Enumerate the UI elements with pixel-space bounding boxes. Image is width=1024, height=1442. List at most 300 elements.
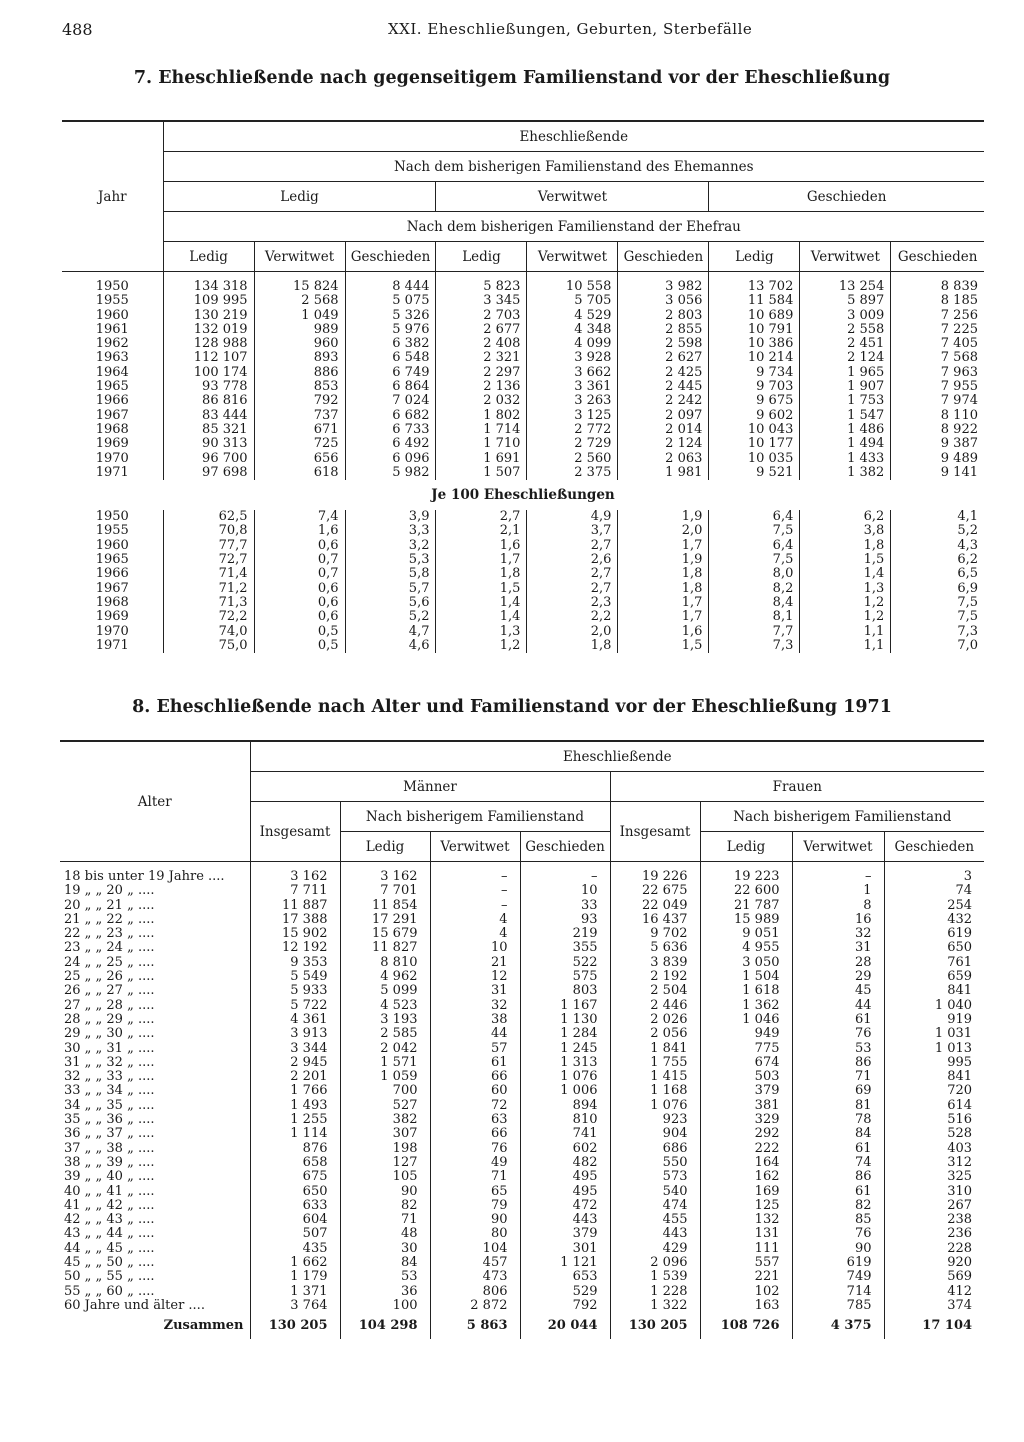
table-cell: 10 043 — [709, 423, 800, 437]
row-label: 34 „ „ 35 „ .... — [64, 1098, 155, 1113]
row-label: 1967 — [95, 581, 129, 596]
table-cell: 60 — [430, 1084, 520, 1098]
row-label: 60 Jahre und älter .... — [64, 1298, 205, 1313]
table-cell: 8 839 — [891, 280, 984, 294]
table-cell: 221 — [700, 1270, 792, 1284]
table-cell: 125 — [700, 1199, 792, 1213]
table-cell: 11 584 — [709, 294, 800, 308]
table-cell: 495 — [520, 1185, 610, 1199]
row-label: 1955 — [95, 294, 129, 309]
table-cell: 4 955 — [700, 941, 792, 955]
table-cell: 2,7 — [527, 539, 618, 553]
table-cell: 44 — [792, 999, 884, 1013]
table-cell: 6,2 — [800, 510, 891, 524]
table-cell: 8 922 — [891, 423, 984, 437]
table-cell: 7,5 — [709, 553, 800, 567]
table-cell: 1 040 — [884, 999, 984, 1013]
table-cell: 1 121 — [520, 1256, 610, 1270]
table-row — [62, 423, 984, 437]
table-cell: 78 — [792, 1113, 884, 1127]
table-cell: 886 — [254, 366, 345, 380]
row-label: 36 „ „ 37 „ .... — [64, 1127, 155, 1142]
table-row — [62, 437, 984, 451]
table-cell: 3,7 — [527, 524, 618, 538]
table-cell: 90 — [792, 1242, 884, 1256]
table-cell: 923 — [610, 1113, 700, 1127]
row-label: 26 „ „ 27 „ .... — [64, 984, 155, 999]
table-cell: 443 — [520, 1213, 610, 1227]
table-cell: 1 167 — [520, 999, 610, 1013]
table-cell: 3 125 — [527, 409, 618, 423]
table-cell: 7,5 — [709, 524, 800, 538]
row-label: 1960 — [95, 308, 129, 323]
table-cell: 96 700 — [163, 452, 254, 466]
table-cell: 2 297 — [436, 366, 527, 380]
t7-col-header: Ledig — [163, 242, 254, 272]
table-cell: 7,7 — [709, 625, 800, 639]
row-label: 24 „ „ 25 „ .... — [64, 955, 155, 970]
table-cell: 329 — [700, 1113, 792, 1127]
row-label: 35 „ „ 36 „ .... — [64, 1113, 155, 1128]
table-cell: 4 361 — [250, 1013, 340, 1027]
table-cell: 2 136 — [436, 380, 527, 394]
table-cell: 2,6 — [527, 553, 618, 567]
table-cell: 7 568 — [891, 351, 984, 365]
table-cell: 5 636 — [610, 941, 700, 955]
table-cell: 1 168 — [610, 1084, 700, 1098]
table-cell: 100 174 — [163, 366, 254, 380]
total-cell: 20 044 — [520, 1313, 610, 1339]
table-row — [62, 294, 984, 308]
table-cell: 455 — [610, 1213, 700, 1227]
table-cell: 473 — [430, 1270, 520, 1284]
t7-col-header: Ledig — [436, 242, 527, 272]
table-cell: 671 — [254, 423, 345, 437]
table-cell: 15 989 — [700, 913, 792, 927]
table-row — [60, 870, 984, 884]
table-cell: 8 444 — [345, 280, 436, 294]
table-cell: 45 — [792, 984, 884, 998]
table-row — [60, 927, 984, 941]
table-cell: 71,2 — [163, 582, 254, 596]
table7 — [62, 120, 984, 653]
t8-top-header: Eheschließende — [250, 741, 984, 772]
table-cell: 2 729 — [527, 437, 618, 451]
table-cell: 2 945 — [250, 1056, 340, 1070]
table-row — [60, 1185, 984, 1199]
row-label: 30 „ „ 31 „ .... — [64, 1041, 155, 1056]
table-cell: 86 — [792, 1170, 884, 1184]
table-cell: 76 — [430, 1142, 520, 1156]
table-cell: 1 547 — [800, 409, 891, 423]
table-cell: 9 702 — [610, 927, 700, 941]
table-cell: 5,2 — [891, 524, 984, 538]
table-cell: 741 — [520, 1127, 610, 1141]
table-cell: 1 662 — [250, 1256, 340, 1270]
row-label: 18 bis unter 19 Jahre .... — [64, 870, 225, 884]
row-label: 1969 — [95, 437, 129, 452]
row-label: 21 „ „ 22 „ .... — [64, 912, 155, 927]
table-cell: 1,8 — [527, 639, 618, 653]
table-cell: 6 548 — [345, 351, 436, 365]
table-cell: 1 415 — [610, 1070, 700, 1084]
table-cell: 9 051 — [700, 927, 792, 941]
table-cell: 522 — [520, 956, 610, 970]
t8-col-header: Verwitwet — [792, 832, 884, 862]
year-header: Jahr — [62, 121, 163, 272]
table-cell: 1 507 — [436, 466, 527, 480]
table-cell: 2 375 — [527, 466, 618, 480]
table-cell: 650 — [884, 941, 984, 955]
table-cell: 4 — [430, 913, 520, 927]
t8-col-header: Geschieden — [884, 832, 984, 862]
table-cell: 894 — [520, 1099, 610, 1113]
table-row — [62, 466, 984, 480]
t7-top-header: Eheschließende — [163, 121, 984, 152]
table-cell: 1 031 — [884, 1027, 984, 1041]
table-cell: 16 — [792, 913, 884, 927]
table-cell: 619 — [792, 1256, 884, 1270]
table-cell: 4 — [430, 927, 520, 941]
table-cell: 1 691 — [436, 452, 527, 466]
table-cell: 2 872 — [430, 1299, 520, 1313]
table-cell: 633 — [250, 1199, 340, 1213]
table-cell: 516 — [884, 1113, 984, 1127]
table-cell: 792 — [520, 1299, 610, 1313]
table-cell: 10 214 — [709, 351, 800, 365]
table-cell: 403 — [884, 1142, 984, 1156]
table-cell: 3 056 — [618, 294, 709, 308]
table-cell: 219 — [520, 927, 610, 941]
table-cell: 12 192 — [250, 941, 340, 955]
row-label: 41 „ „ 42 „ .... — [64, 1198, 155, 1213]
row-label: 1960 — [95, 538, 129, 553]
table-cell: 163 — [700, 1299, 792, 1313]
table-cell: 3 050 — [700, 956, 792, 970]
t8-col-header: Geschieden — [520, 832, 610, 862]
table-cell: 111 — [700, 1242, 792, 1256]
table-row — [62, 366, 984, 380]
table-row — [60, 1270, 984, 1284]
table-row — [60, 1242, 984, 1256]
table-cell: 1,1 — [800, 639, 891, 653]
table-cell: 1 710 — [436, 437, 527, 451]
total-cell: 4 375 — [792, 1313, 884, 1339]
table-cell: 21 — [430, 956, 520, 970]
table-cell: 8,0 — [709, 567, 800, 581]
table-cell: 920 — [884, 1256, 984, 1270]
table-row — [60, 1113, 984, 1127]
table-cell: 482 — [520, 1156, 610, 1170]
t7-husband-header: Nach dem bisherigen Familienstand des Ehemannes — [163, 152, 984, 182]
table-cell: 102 — [700, 1285, 792, 1299]
table-cell: 325 — [884, 1170, 984, 1184]
table-cell: 8,1 — [709, 610, 800, 624]
table-cell: – — [430, 884, 520, 898]
row-label: 25 „ „ 26 „ .... — [64, 970, 155, 985]
table-cell: 3 662 — [527, 366, 618, 380]
table-cell: 893 — [254, 351, 345, 365]
table-cell: 379 — [700, 1084, 792, 1098]
table-cell: 83 444 — [163, 409, 254, 423]
table-cell: 2 598 — [618, 337, 709, 351]
table-cell: 7 024 — [345, 394, 436, 408]
table-cell: 19 223 — [700, 870, 792, 884]
total-cell: 5 863 — [430, 1313, 520, 1339]
table-cell: 4 099 — [527, 337, 618, 351]
running-title: XXI. Eheschließungen, Geburten, Sterbefälle — [388, 20, 753, 38]
table-cell: 90 — [340, 1185, 430, 1199]
table-cell: 10 177 — [709, 437, 800, 451]
table-cell: 71 — [340, 1213, 430, 1227]
table-cell: 653 — [520, 1270, 610, 1284]
table-cell: 2,7 — [436, 510, 527, 524]
table-cell: 6,4 — [709, 510, 800, 524]
table-cell: 1 228 — [610, 1285, 700, 1299]
table-cell: 725 — [254, 437, 345, 451]
table-row — [60, 1142, 984, 1156]
table-row — [62, 380, 984, 394]
total-cell: 104 298 — [340, 1313, 430, 1339]
table-cell: 72,2 — [163, 610, 254, 624]
row-label: 1950 — [95, 280, 129, 294]
table-cell: 1 493 — [250, 1099, 340, 1113]
table-cell: 1,8 — [618, 582, 709, 596]
table-cell: 109 995 — [163, 294, 254, 308]
table-cell: 841 — [884, 1070, 984, 1084]
table-cell: 6 096 — [345, 452, 436, 466]
women-status-header: Nach bisherigem Familienstand — [700, 802, 984, 832]
table-cell: 2 627 — [618, 351, 709, 365]
row-label: 1971 — [95, 638, 129, 653]
table-cell: 11 854 — [340, 899, 430, 913]
table-cell: 675 — [250, 1170, 340, 1184]
table-cell: 656 — [254, 452, 345, 466]
table-cell: 919 — [884, 1013, 984, 1027]
table-cell: 1 255 — [250, 1113, 340, 1127]
table-cell: 32 — [792, 927, 884, 941]
table-cell: 85 321 — [163, 423, 254, 437]
table-cell: 503 — [700, 1070, 792, 1084]
table-cell: 382 — [340, 1113, 430, 1127]
table-row — [62, 539, 984, 553]
table-cell: 238 — [884, 1213, 984, 1227]
table-cell: 569 — [884, 1270, 984, 1284]
table-cell: 949 — [700, 1027, 792, 1041]
total-cell: 108 726 — [700, 1313, 792, 1339]
row-label: 1971 — [95, 465, 129, 480]
table-cell: 93 — [520, 913, 610, 927]
table-row — [60, 941, 984, 955]
table-cell: 2,3 — [527, 596, 618, 610]
table-cell: 507 — [250, 1227, 340, 1241]
table-cell: 1 284 — [520, 1027, 610, 1041]
table-row — [60, 1299, 984, 1313]
table-cell: 1 802 — [436, 409, 527, 423]
t7-col-header: Verwitwet — [527, 242, 618, 272]
table-cell: 5,2 — [345, 610, 436, 624]
table-cell: 12 — [430, 970, 520, 984]
total-cell: 130 205 — [250, 1313, 340, 1339]
table-cell: 2 063 — [618, 452, 709, 466]
table-cell: 3 913 — [250, 1027, 340, 1041]
table-cell: 63 — [430, 1113, 520, 1127]
table-cell: 2 242 — [618, 394, 709, 408]
table-row — [62, 337, 984, 351]
t7-subheading: Je 100 Eheschließungen — [431, 487, 615, 504]
table-cell: 0,5 — [254, 639, 345, 653]
table-cell: 2 855 — [618, 323, 709, 337]
table-cell: 228 — [884, 1242, 984, 1256]
row-label: 43 „ „ 44 „ .... — [64, 1227, 155, 1242]
row-label: 1955 — [95, 524, 129, 539]
table-cell: 22 600 — [700, 884, 792, 898]
table-cell: 2,0 — [618, 524, 709, 538]
table-cell: 22 049 — [610, 899, 700, 913]
table-cell: 15 902 — [250, 927, 340, 941]
table-cell: 1,2 — [800, 610, 891, 624]
table-cell: 3,8 — [800, 524, 891, 538]
row-label: 37 „ „ 38 „ .... — [64, 1141, 155, 1156]
table-cell: 7 256 — [891, 309, 984, 323]
table-cell: 2,1 — [436, 524, 527, 538]
table-cell: 1,6 — [618, 625, 709, 639]
table-cell: 3,3 — [345, 524, 436, 538]
table-cell: 10 386 — [709, 337, 800, 351]
t7-col-header: Geschieden — [345, 242, 436, 272]
row-label: 1963 — [95, 351, 129, 366]
table-cell: 312 — [884, 1156, 984, 1170]
table-cell: 904 — [610, 1127, 700, 1141]
table-cell: 5 933 — [250, 984, 340, 998]
table-cell: 9 675 — [709, 394, 800, 408]
table-cell: 3 345 — [436, 294, 527, 308]
table-cell: 1 382 — [800, 466, 891, 480]
table-cell: 1,7 — [436, 553, 527, 567]
row-label: 1968 — [95, 595, 129, 610]
table-cell: 5 326 — [345, 309, 436, 323]
table-cell: 5 075 — [345, 294, 436, 308]
table-cell: 61 — [792, 1013, 884, 1027]
table-cell: 1 130 — [520, 1013, 610, 1027]
table-cell: 1 049 — [254, 309, 345, 323]
table-cell: 2 042 — [340, 1042, 430, 1056]
table-cell: 15 679 — [340, 927, 430, 941]
total-cell: 17 104 — [884, 1313, 984, 1339]
table-cell: 374 — [884, 1299, 984, 1313]
table-cell: 112 107 — [163, 351, 254, 365]
table-cell: 7 955 — [891, 380, 984, 394]
t8-col-header: Ledig — [700, 832, 792, 862]
table-cell: 960 — [254, 337, 345, 351]
table-row — [60, 1056, 984, 1070]
table-cell: 10 035 — [709, 452, 800, 466]
table-cell: 529 — [520, 1285, 610, 1299]
table-cell: 2 585 — [340, 1027, 430, 1041]
table-cell: 62,5 — [163, 510, 254, 524]
table-cell: 604 — [250, 1213, 340, 1227]
table-cell: 1,8 — [800, 539, 891, 553]
row-label: 1965 — [95, 380, 129, 395]
table-cell: 82 — [792, 1199, 884, 1213]
table-cell: 4 348 — [527, 323, 618, 337]
table-cell: 2 014 — [618, 423, 709, 437]
table-cell: 0,6 — [254, 539, 345, 553]
table-cell: 1,2 — [800, 596, 891, 610]
table-cell: 435 — [250, 1242, 340, 1256]
table-cell: 9 703 — [709, 380, 800, 394]
table-cell: 44 — [430, 1027, 520, 1041]
row-label: 1969 — [95, 610, 129, 625]
table-row — [60, 1227, 984, 1241]
table-cell: 1,3 — [800, 582, 891, 596]
table-cell: 32 — [430, 999, 520, 1013]
table-cell: 995 — [884, 1056, 984, 1070]
t7-col-header: Geschieden — [891, 242, 984, 272]
table-cell: 1,7 — [618, 610, 709, 624]
table-cell: 8 110 — [891, 409, 984, 423]
table-cell: 71 — [792, 1070, 884, 1084]
table-row — [60, 956, 984, 970]
table-cell: 4,6 — [345, 639, 436, 653]
table-cell: 443 — [610, 1227, 700, 1241]
table-cell: 1 313 — [520, 1056, 610, 1070]
table-cell: 2 097 — [618, 409, 709, 423]
table-cell: 550 — [610, 1156, 700, 1170]
table-cell: 3 162 — [340, 870, 430, 884]
men-header: Männer — [250, 772, 610, 802]
table-cell: 3 764 — [250, 1299, 340, 1313]
table-cell: 650 — [250, 1185, 340, 1199]
table-cell: 30 — [340, 1242, 430, 1256]
table-cell: 575 — [520, 970, 610, 984]
table-cell: 806 — [430, 1285, 520, 1299]
table-cell: 2 703 — [436, 309, 527, 323]
table-cell: 381 — [700, 1099, 792, 1113]
table-cell: 1 766 — [250, 1084, 340, 1098]
table-cell: 1 539 — [610, 1270, 700, 1284]
table-cell: 310 — [884, 1185, 984, 1199]
table-row — [60, 1013, 984, 1027]
table-row — [60, 1256, 984, 1270]
table-cell: 700 — [340, 1084, 430, 1098]
table-cell: 2 096 — [610, 1256, 700, 1270]
row-label: 1964 — [95, 365, 129, 380]
table-cell: 527 — [340, 1099, 430, 1113]
table-cell: 0,6 — [254, 610, 345, 624]
table-cell: 5 897 — [800, 294, 891, 308]
row-label: 44 „ „ 45 „ .... — [64, 1241, 155, 1256]
table-cell: 686 — [610, 1142, 700, 1156]
table-cell: 785 — [792, 1299, 884, 1313]
table-cell: 1,9 — [618, 510, 709, 524]
table-cell: 7 711 — [250, 884, 340, 898]
row-label: 22 „ „ 23 „ .... — [64, 927, 155, 942]
table-cell: 31 — [430, 984, 520, 998]
table-cell: 1 076 — [610, 1099, 700, 1113]
table-cell: 10 — [520, 884, 610, 898]
table-cell: 57 — [430, 1042, 520, 1056]
table-cell: 307 — [340, 1127, 430, 1141]
table-cell: 292 — [700, 1127, 792, 1141]
table-cell: 2 321 — [436, 351, 527, 365]
table-cell: 5 549 — [250, 970, 340, 984]
table-cell: 1 433 — [800, 452, 891, 466]
t7-group-verwitwet: Verwitwet — [436, 182, 709, 212]
table-cell: 659 — [884, 970, 984, 984]
table-cell: 3 162 — [250, 870, 340, 884]
table-cell: 0,7 — [254, 567, 345, 581]
